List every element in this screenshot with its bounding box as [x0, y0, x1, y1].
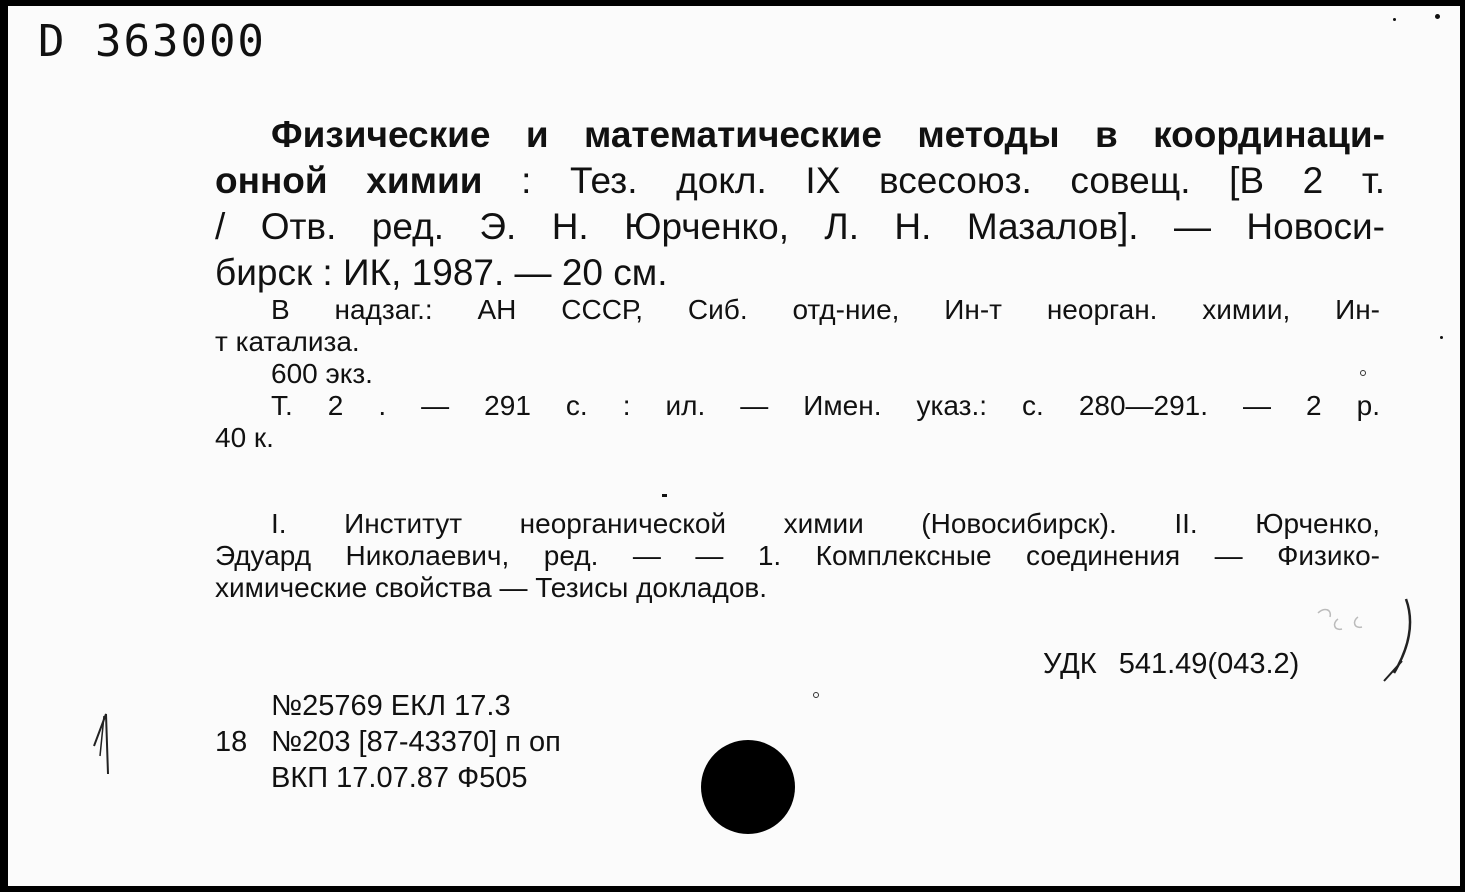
accession-line: №25769 ЕКЛ 17.3	[271, 690, 511, 722]
speck	[1440, 336, 1443, 339]
subject-line: I. Институт неорганической химии (Новосибирск). II. Юрченко,	[271, 508, 1380, 539]
speck	[662, 494, 667, 497]
call-number: D 363000	[38, 16, 266, 67]
subject-line: Эдуард Николаевич, ред. — — 1. Комплексные соединения — Физико-	[215, 540, 1380, 571]
speck	[813, 692, 819, 698]
title-line: / Отв. ред. Э. Н. Юрченко, Л. Н. Мазалов]. — Новоси-	[215, 206, 1385, 247]
note-line: 40 к.	[215, 422, 274, 453]
udk-code: УДК 541.49(043.2)	[1043, 648, 1300, 680]
title-line: онной химии : Тез. докл. IX всесоюз. совещ. [В 2 т.	[215, 160, 1386, 201]
accession-block	[215, 688, 561, 796]
note-line: т катализа.	[215, 326, 360, 357]
accession-line: ВКП 17.07.87 Ф505	[271, 762, 528, 794]
handwritten-number-icon	[86, 706, 126, 786]
title-block	[215, 112, 1385, 296]
handwritten-mark-icon	[1298, 591, 1428, 686]
subject-line: химические свойства — Тезисы докладов.	[215, 572, 768, 603]
punch-hole	[701, 740, 795, 834]
notes-block	[215, 294, 1380, 454]
note-line: 600 экз.	[271, 358, 373, 389]
subjects-block	[215, 508, 1380, 604]
speck	[1393, 18, 1396, 21]
speck	[1435, 14, 1440, 19]
accession-line: 18 №203 [87-43370] п оп	[215, 726, 561, 758]
catalog-card	[8, 6, 1460, 886]
note-line: Т. 2 . — 291 с. : ил. — Имен. указ.: с. 280—291. — 2 р.	[271, 390, 1380, 421]
speck	[1360, 370, 1366, 376]
title-line: Физические и математические методы в координаци-	[271, 114, 1385, 155]
note-line: В надзаг.: АН СССР, Сиб. отд-ние, Ин-т неорган. химии, Ин-	[271, 294, 1380, 325]
title-line: бирск : ИК, 1987. — 20 см.	[215, 252, 668, 293]
